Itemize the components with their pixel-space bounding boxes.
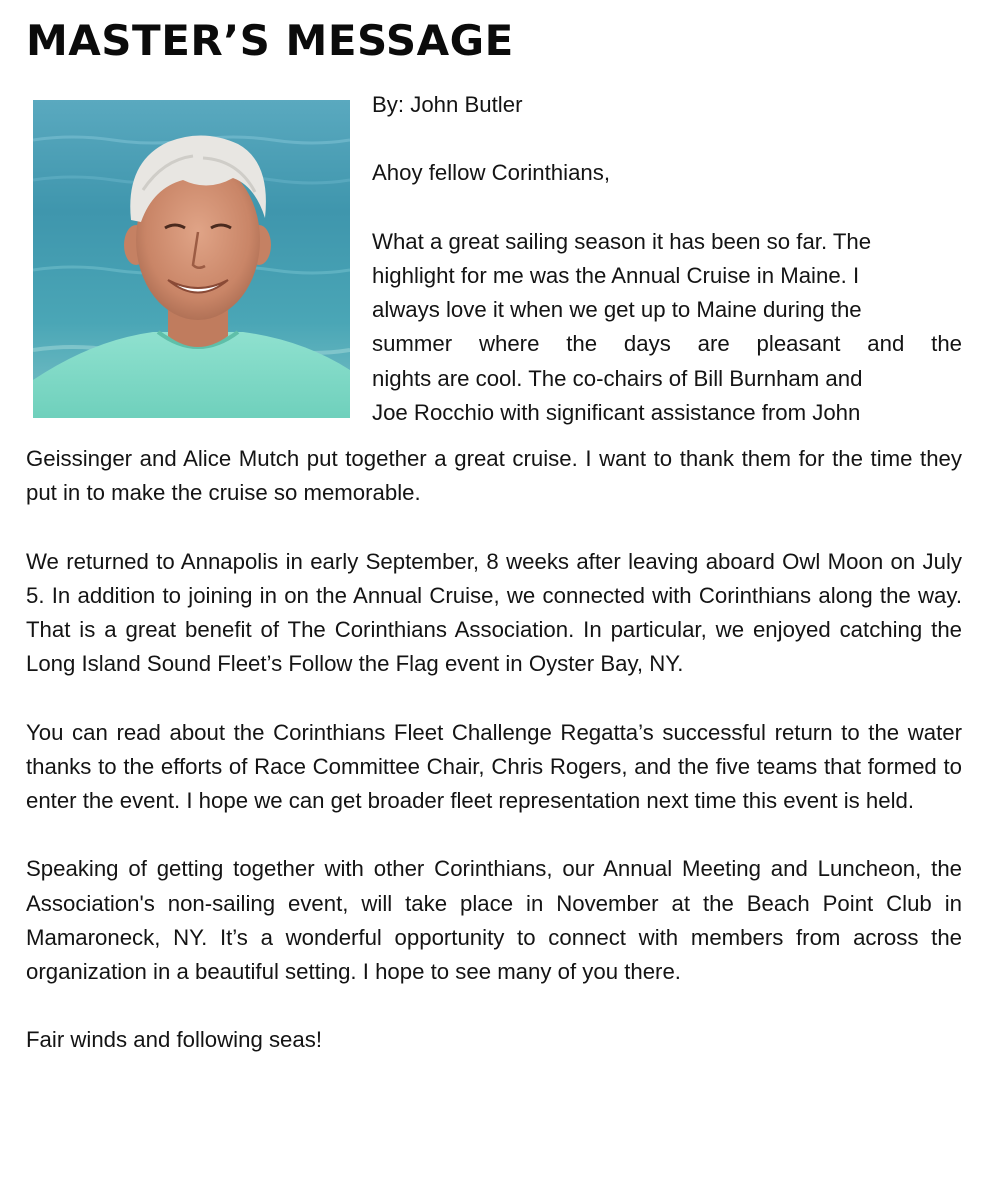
- page-title: MASTER’S MESSAGE: [26, 16, 514, 65]
- paragraph-1-line: nights are cool. The co-chairs of Bill Burnham and: [372, 365, 863, 391]
- paragraph-1-line: What a great sailing season it has been so far. The: [372, 228, 872, 254]
- main-column: [26, 442, 962, 1058]
- spacer: [26, 989, 962, 1023]
- paragraph-1-line: always love it when we get up to Maine during the: [372, 297, 862, 323]
- closing-line: Fair winds and following seas!: [26, 1027, 322, 1053]
- paragraph-1-continuation: Geissinger and Alice Mutch put together a great cruise. I want to thank them for the time they put in to make the cruise so memorable.: [26, 446, 962, 506]
- spacer: [372, 191, 962, 225]
- paragraph-1-line: Joe Rocchio with significant assistance from John: [372, 399, 861, 425]
- spacer: [26, 510, 962, 544]
- paragraph-3: You can read about the Corinthians Fleet Challenge Regatta’s successful return to the water thanks to the efforts of Race Committee Chair, Chris Rogers, and the five teams that formed to enter the event. I hope we can get broader fleet representation next time this event is held.: [26, 719, 962, 813]
- paragraph-1-line: highlight for me was the Annual Cruise in Maine. I: [372, 262, 860, 288]
- spacer: [372, 122, 962, 156]
- author-photo-image: [33, 100, 350, 418]
- byline: By: John Butler: [372, 92, 523, 117]
- intro-column: [372, 88, 962, 430]
- author-photo: [33, 100, 350, 418]
- paragraph-2: We returned to Annapolis in early September, 8 weeks after leaving aboard Owl Moon on July 5. In addition to joining in on the Annual Cruise, we connected with Corinthians along the way. That is a great benefit of The Corinthians Association. In particular, we enjoyed catching the Long Island Sound Fleet’s Follow the Flag event in Oyster Bay, NY.: [26, 548, 962, 677]
- paragraph-1-line: summer where the days are pleasant and the: [372, 331, 962, 357]
- spacer: [26, 681, 962, 715]
- greeting: Ahoy fellow Corinthians,: [372, 160, 611, 186]
- spacer: [26, 818, 962, 852]
- paragraph-4: Speaking of getting together with other Corinthians, our Annual Meeting and Luncheon, the Association's non-sailing event, will take place in November at the Beach Point Club in Mamaroneck, NY. It’s a wonderful opportunity to connect with members from across the organization in a beautiful setting. I hope to see many of you there.: [26, 856, 962, 984]
